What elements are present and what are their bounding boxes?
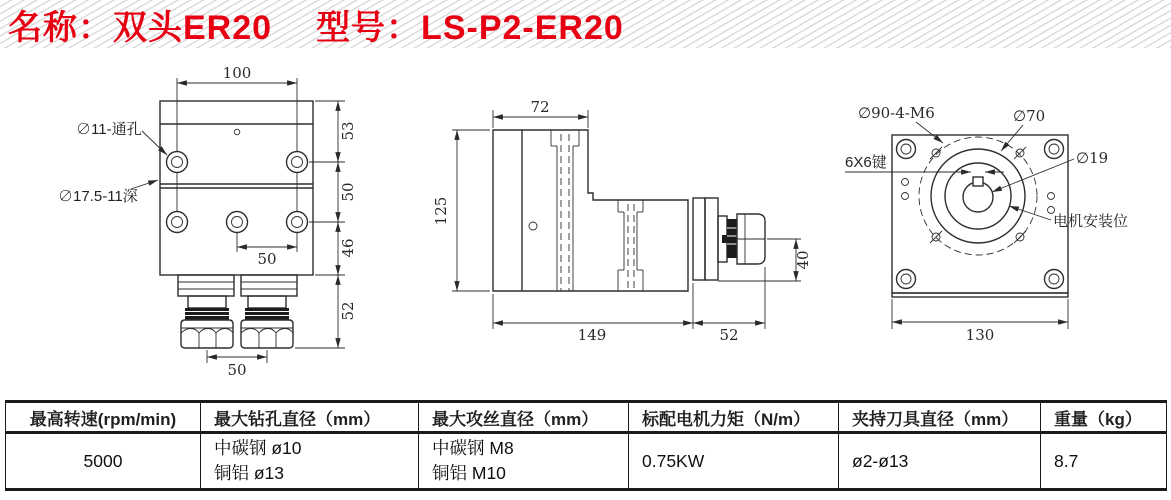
label-bore-dia: ∅19 [1076,149,1109,167]
dim-side-left: 125 [432,196,450,226]
dim-side-bottom-right: 52 [719,326,739,344]
dim-front-nut-spacing: 50 [227,361,247,379]
rear-view [845,104,1128,344]
label-flange-dia: ∅70 [1013,107,1046,125]
header-motor-torque: 标配电机力矩（N/m） [629,402,839,433]
dim-front-right-2: 50 [339,182,357,202]
header-weight: 重量（kg） [1041,402,1167,433]
rear-dimensions [892,299,1068,344]
dim-front-hole-spacing: 50 [257,250,277,268]
side-view [432,98,812,344]
front-bolt-holes [167,152,308,233]
value-max-speed: 5000 [6,433,201,490]
keyway-slot [973,177,983,186]
dim-side-bottom-left: 149 [577,326,607,344]
dim-side-right: 40 [794,250,812,270]
header-max-tap-dia: 最大攻丝直径（mm） [419,402,629,433]
label-motor-mount: 电机安装位 [1053,213,1129,230]
label-key: 6X6键 [845,154,887,171]
spec-value-row [6,433,1167,490]
dim-front-right-3: 46 [339,238,357,258]
spec-header-row [6,402,1167,433]
front-spindle-noses [178,275,297,348]
technical-drawings [0,48,1171,400]
title-band [0,0,1171,48]
header-max-speed: 最高转速(rpm/min) [6,402,201,433]
value-motor-torque: 0.75KW [629,433,839,490]
header-tool-clamp-dia: 夹持刀具直径（mm） [839,402,1041,433]
label-through-hole: ∅11-通孔 [76,121,142,138]
header-max-drill-dia: 最大钻孔直径（mm） [201,402,419,433]
value-max-drill-dia: 中碳钢 ø10 铜铝 ø13 [201,433,419,490]
rear-annotations [845,104,1128,230]
product-name: 名称：双头ER20 [8,8,273,47]
dim-side-top: 72 [530,98,550,116]
dim-front-right-4: 52 [339,301,357,321]
side-spindle-nose [693,198,765,280]
value-max-tap-dia: 中碳钢 M8 铜铝 M10 [419,433,629,490]
label-counterbore: ∅17.5-11深 [58,188,138,205]
label-bolt-circle: ∅90-4-M6 [858,104,935,122]
product-model: 型号：LS-P2-ER20 [316,8,624,47]
spec-table [5,400,1167,491]
value-weight: 8.7 [1041,433,1167,490]
dim-front-right-1: 53 [339,121,357,141]
value-tool-clamp-dia: ø2-ø13 [839,433,1041,490]
dim-rear-width: 130 [965,326,995,344]
front-view [58,64,357,379]
dim-front-top-width: 100 [222,64,252,82]
